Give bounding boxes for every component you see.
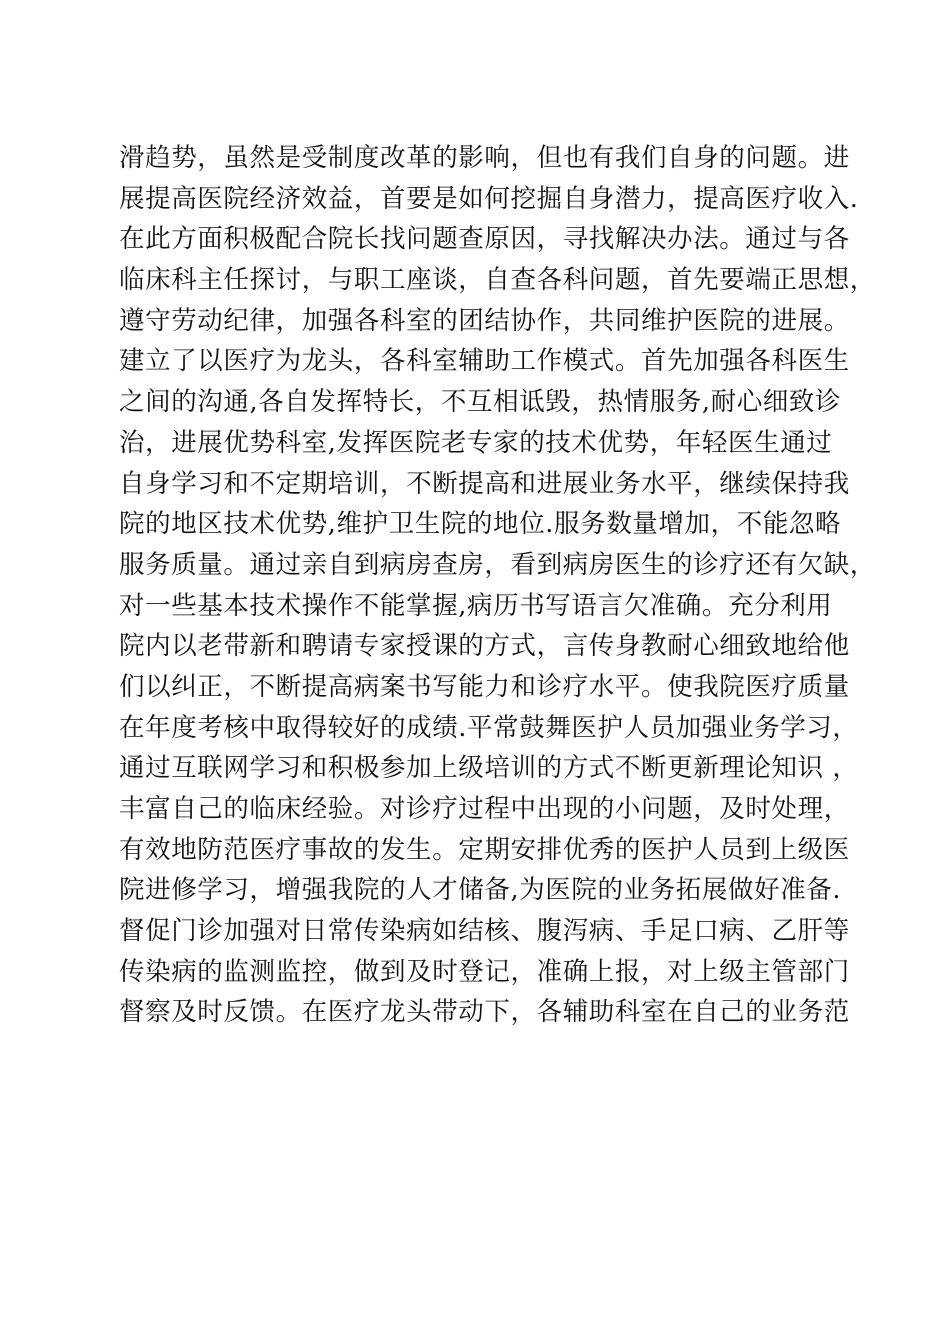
text-line: 服务质量。通过亲自到病房查房，看到病房医生的诊疗还有欠缺， [119, 549, 876, 580]
text-line: 临床科主任探讨，与职工座谈，自查各科问题，首先要端正思想， [119, 265, 876, 296]
text-line: 通过互联网学习和积极参加上级培训的方式不断更新理论知识 ， [119, 753, 859, 784]
text-line: 自身学习和不定期培训，不断提高和进展业务水平，继续保持我 [119, 468, 850, 499]
text-line: 院进修学习，增强我院的人才储备,为医院的业务拓展做好准备. [119, 875, 842, 906]
text-line: 在此方面积极配合院长找问题查原因，寻找解决办法。通过与各 [119, 224, 850, 255]
text-line: 之间的沟通,各自发挥特长，不互相诋毁，热情服务,耐心细致诊 [119, 387, 842, 418]
text-line: 治，进展优势科室,发挥医院老专家的技术优势，年轻医生通过 [119, 427, 833, 458]
text-line: 督察及时反馈。在医疗龙头带动下，各辅助科室在自己的业务范 [119, 997, 850, 1028]
text-line: 有效地防范医疗事故的发生。定期安排优秀的医护人员到上级医 [119, 834, 850, 865]
text-line: 丰富自己的临床经验。对诊疗过程中出现的小问题，及时处理， [119, 794, 850, 824]
text-line: 在年度考核中取得较好的成绩.平常鼓舞医护人员加强业务学习， [119, 712, 859, 743]
text-line: 展提高医院经济效益，首要是如何挖掘自身潜力，提高医疗收入. [119, 183, 859, 214]
body-text [119, 138, 876, 1033]
text-line: 遵守劳动纪律，加强各科室的团结协作，共同维护医院的进展。 [119, 305, 850, 336]
text-line: 滑趋势，虽然是受制度改革的影响，但也有我们自身的问题。进 [119, 143, 850, 173]
text-line: 督促门诊加强对日常传染病如结核、腹泻病、手足口病、乙肝等 [119, 916, 850, 947]
text-line: 对一些基本技术操作不能掌握,病历书写语言欠准确。充分利用 [119, 590, 833, 621]
text-line: 们以纠正，不断提高病案书写能力和诊疗水平。使我院医疗质量 [119, 671, 850, 702]
text-line: 建立了以医疗为龙头，各科室辅助工作模式。首先加强各科医生 [119, 346, 850, 377]
text-line: 院内以老带新和聘请专家授课的方式，言传身教耐心细致地给他 [119, 631, 850, 662]
text-line: 院的地区技术优势,维护卫生院的地位.服务数量增加，不能忽略 [119, 509, 842, 540]
text-line: 传染病的监测监控，做到及时登记，准确上报，对上级主管部门 [119, 956, 850, 987]
